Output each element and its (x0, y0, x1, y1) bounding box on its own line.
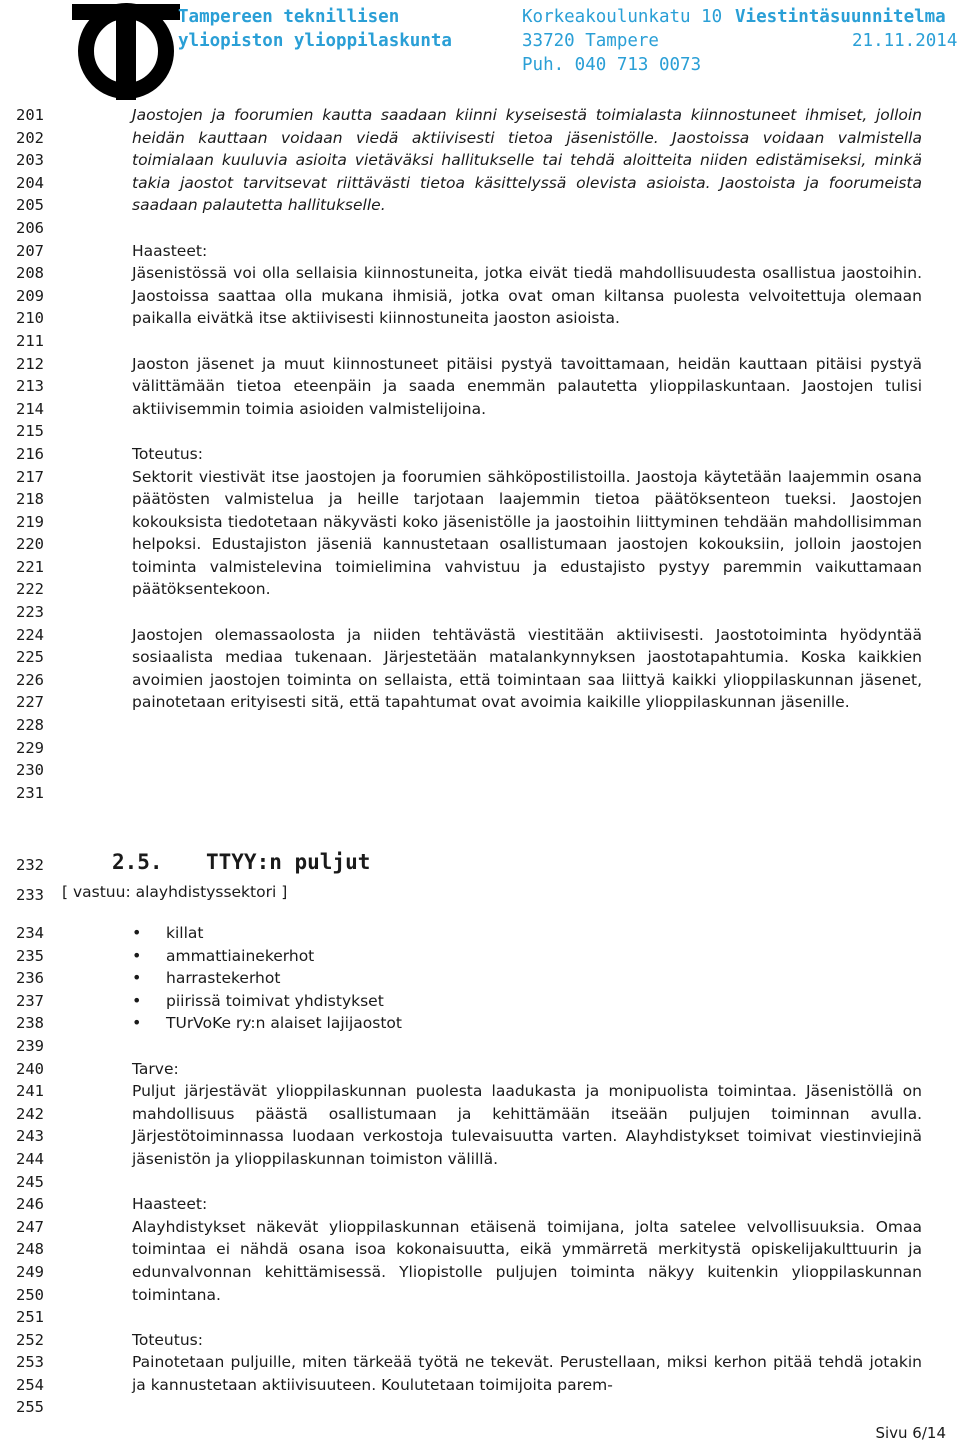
line-number: 251 (16, 1308, 44, 1327)
line-number: 235 (16, 946, 44, 965)
line-number: 242 (16, 1104, 44, 1123)
line-number: 211 (16, 331, 44, 350)
line-number: 225 (16, 648, 44, 667)
line-number: 234 (16, 924, 44, 942)
line-number: 233 (16, 886, 44, 904)
address-street: Korkeakoulunkatu 10 (522, 7, 723, 27)
section-responsibility: [ vastuu: alayhdistyssektori ] (62, 883, 288, 901)
line-number: 222 (16, 580, 44, 599)
line-number: 207 (16, 241, 44, 260)
line-number: 240 (16, 1059, 44, 1078)
org-name-line2: yliopiston ylioppilaskunta (178, 31, 452, 51)
line-number: 239 (16, 1036, 44, 1055)
phone-number: Puh. 040 713 0073 (522, 55, 702, 75)
line-number: 230 (16, 761, 44, 780)
blank-line (132, 1306, 922, 1329)
line-number: 236 (16, 969, 44, 988)
line-number: 202 (16, 128, 44, 147)
bullet-item: • TUrVoKe ry:n alaiset lajijaostot (132, 1012, 402, 1035)
line-number: 224 (16, 625, 44, 644)
line-number: 228 (16, 716, 44, 735)
line-number: 219 (16, 512, 44, 531)
bullet-item: • piirissä toimivat yhdistykset (132, 990, 402, 1013)
paragraph: Puljut järjestävät ylioppilaskunnan puolesta laadukasta ja monipuolista toimintaa. Jäsenistöllä on mahdollisuus päästä osallistumaan ja kehittämään itseään puljujen toiminnan avulla. Järjestötoiminnassa luodaan verkostoja tulevaisuutta varten. Alayhdistykset toimivat viestinviejinä jäsenistön ja ylioppilaskunnan toimiston välillä. (132, 1082, 922, 1168)
line-number: 208 (16, 264, 44, 283)
line-number: 215 (16, 422, 44, 441)
section-heading (112, 849, 370, 875)
line-number: 232 (16, 856, 44, 874)
line-number: 201 (16, 106, 44, 124)
line-numbers-block-a (0, 104, 44, 804)
blank-line (132, 420, 922, 443)
subheading: Toteutus: (132, 1330, 203, 1349)
line-number: 248 (16, 1240, 44, 1259)
page-number: Sivu 6/14 (875, 1424, 946, 1442)
line-number: 254 (16, 1375, 44, 1394)
body-text-block-a (132, 104, 922, 714)
section-number: 2.5. (112, 850, 163, 874)
subheading: Haasteet: (132, 1195, 208, 1214)
subheading: Haasteet: (132, 241, 208, 260)
subheading: Tarve: (132, 1059, 179, 1078)
document-date: 21.11.2014 (852, 31, 958, 51)
line-number: 212 (16, 354, 44, 373)
section-title: TTYY:n puljut (206, 850, 371, 874)
university-logo (72, 2, 180, 100)
line-number: 231 (16, 783, 44, 802)
paragraph: Jäsenistössä voi olla sellaisia kiinnostuneita, jotka eivät tiedä mahdollisuudesta osallistua jaostoihin. Jaostoissa saattaa olla mukana ihmisiä, jotka ovat oman kiltansa puolesta velvoitettuja olemaan paikalla eivätkä itse aktiivisesti kiinnostuneita jaoston asioista. (132, 264, 922, 328)
line-number: 206 (16, 218, 44, 237)
bullet-item: • killat (132, 922, 402, 945)
line-number: 253 (16, 1353, 44, 1372)
paragraph: Jaoston jäsenet ja muut kiinnostuneet pitäisi pystyä tavoittamaan, heidän kauttaan pitäisi pystyä välittämään tietoa eteenpäin ja saada enemmän palautetta ylioppilaskuntaan. Jaostojen tulisi aktiivisemmin toimia asioiden valmistelijoina. (132, 354, 922, 418)
blank-line (132, 1171, 922, 1194)
line-number: 223 (16, 603, 44, 622)
subheading: Toteutus: (132, 444, 203, 463)
line-number: 244 (16, 1149, 44, 1168)
blank-line (132, 217, 922, 240)
bullet-item: • ammattiainekerhot (132, 945, 402, 968)
line-number: 237 (16, 991, 44, 1010)
blank-line (132, 601, 922, 624)
line-number: 204 (16, 173, 44, 192)
line-numbers-block-b (0, 850, 44, 910)
line-number: 238 (16, 1014, 44, 1033)
paragraph: Alayhdistykset näkevät ylioppilaskunnan etäisenä toimijana, jolta satelee velvollisuuksia. Omaa toimintaa ei nähdä osana isoa kokonaisuutta, eikä ymmärretä merkitystä opiskelijakulttuurin ja edunvalvonnan kehittämisessä. Yliopistolle puljujen toiminta näkyy kuitenkin ylioppilaskunnan toimintana. (132, 1217, 922, 1304)
line-number: 229 (16, 738, 44, 757)
bullet-list (132, 922, 402, 1035)
line-number: 249 (16, 1262, 44, 1281)
line-number: 205 (16, 196, 44, 215)
line-number: 227 (16, 693, 44, 712)
line-number: 214 (16, 399, 44, 418)
line-number: 203 (16, 151, 44, 170)
paragraph: Jaostojen ja foorumien kautta saadaan kiinni kyseisestä toimialasta kiinnostuneet ihmiset, jolloin heidän kauttaan voidaan viedä aktiivisesti tietoa jäsenistölle. Jaostoissa voidaan valmistella toimialaan kuuluvia asioita vietäväksi hallitukselle tai tehdä aloitteita niiden edistämiseksi, minkä takia jaostot tarvitsevat riittävästi tietoa käsittelyssä olevista asioista. Jaostoista ja foorumeista saadaan palautetta hallitukselle. (132, 106, 922, 215)
line-number: 209 (16, 286, 44, 305)
line-number: 218 (16, 490, 44, 509)
line-number: 252 (16, 1330, 44, 1349)
line-number: 250 (16, 1285, 44, 1304)
line-number: 216 (16, 444, 44, 463)
line-number: 221 (16, 557, 44, 576)
line-number: 245 (16, 1172, 44, 1191)
line-number: 220 (16, 535, 44, 554)
line-number: 210 (16, 309, 44, 328)
line-number: 241 (16, 1082, 44, 1101)
org-name-line1: Tampereen teknillisen (178, 7, 400, 27)
blank-line (132, 1035, 922, 1058)
line-number: 246 (16, 1195, 44, 1214)
line-numbers-block-c (0, 922, 44, 1419)
paragraph: Sektorit viestivät itse jaostojen ja foorumien sähköpostilistoilla. Jaostoja käytetään laajemmin osana päätösten valmistelua ja heille tarjotaan laajemmin tietoa päätöksenteon tueksi. Jaostojen kokouksista tiedotetaan näkyvästi koko jäsenistölle ja jaostoihin liittyminen tehdään mahdollisimman helpoksi. Edustajiston jäseniä kannustetaan osallistumaan jaostojen kokouksiin, jolloin jaostojen toiminta valmistelevina toimielimina vahvistuu ja edustajisto pystyy paremmin vaikuttamaan päätöksentekoon. (132, 467, 922, 599)
blank-line (132, 330, 922, 353)
line-number: 213 (16, 377, 44, 396)
paragraph: Jaostojen olemassaolosta ja niiden tehtävästä viestitään aktiivisesti. Jaostotoiminta hyödyntää sosiaalista mediaa tukenaan. Järjestetään matalankynnyksen jaostotapahtumia. Koska kaikkien avoimien jaostojen toiminta on sellaista, että toimintaan saa liittyä kaikki ylioppilaskunnan jäsenet, painotetaan erityisesti sitä, että tapahtumat ovat avoimia kaikille ylioppilaskunnan jäsenille. (132, 625, 922, 712)
line-number: 255 (16, 1398, 44, 1417)
address-city: 33720 Tampere (522, 31, 659, 51)
line-number: 217 (16, 467, 44, 486)
line-number: 243 (16, 1127, 44, 1146)
line-number: 247 (16, 1217, 44, 1236)
body-text-block-b (132, 1035, 922, 1397)
line-number: 226 (16, 670, 44, 689)
bullet-item: • harrastekerhot (132, 967, 402, 990)
document-title: Viestintäsuunnitelma (735, 7, 946, 27)
paragraph: Painotetaan puljuille, miten tärkeää työtä ne tekevät. Perustellaan, miksi kerhon pitää tehdä jotakin ja kannustetaan aktiivisuuteen. Koulutetaan toimijoita parem- (132, 1353, 922, 1394)
